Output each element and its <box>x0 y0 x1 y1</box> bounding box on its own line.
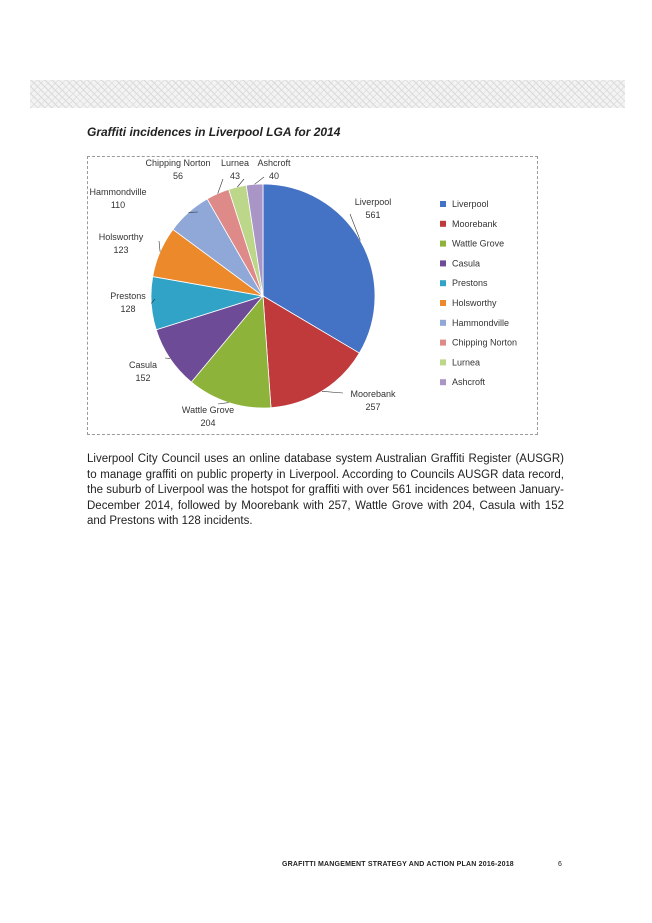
data-label-value-casula: 152 <box>135 373 151 383</box>
leader-line-wattle-grove <box>218 403 229 404</box>
data-label-name-lurnea: Lurnea <box>220 158 250 168</box>
legend-label-holsworthy: Holsworthy <box>452 298 497 308</box>
pie-chart <box>88 157 537 434</box>
data-label-value-holsworthy: 123 <box>113 245 129 255</box>
data-label-value-ashcroft: 40 <box>268 171 280 181</box>
legend-label-chipping-norton: Chipping Norton <box>452 337 518 348</box>
data-label-name-prestons: Prestons <box>110 291 146 301</box>
legend-label-prestons: Prestons <box>452 278 488 289</box>
legend-swatch-chipping-norton <box>440 340 446 346</box>
legend-label-moorebank: Moorebank <box>452 218 498 229</box>
leader-line-ashcroft <box>255 177 264 184</box>
data-label-name-liverpool: Liverpool <box>354 197 392 207</box>
legend-swatch-ashcroft <box>440 379 446 385</box>
data-label-value-prestons: 128 <box>120 304 136 314</box>
page-number: 6 <box>558 861 562 868</box>
decorative-header-band <box>30 80 625 108</box>
legend-label-casula: Casula <box>452 258 481 269</box>
data-label-name-casula: Casula <box>128 360 158 370</box>
legend-swatch-casula <box>440 260 446 266</box>
data-label-name-ashcroft: Ashcroft <box>257 158 291 168</box>
legend-label-wattle-grove: Wattle Grove <box>452 238 505 249</box>
footer-title: GRAFITTI MANGEMENT STRATEGY AND ACTION PLAN 2016-2018 <box>282 861 514 868</box>
legend-swatch-liverpool <box>440 201 446 207</box>
data-label-name-moorebank: Moorebank <box>350 389 396 399</box>
legend-label-liverpool: Liverpool <box>452 199 489 209</box>
data-label-value-lurnea: 43 <box>229 171 241 181</box>
data-label-value-moorebank: 257 <box>365 402 381 412</box>
body-paragraph: Liverpool City Council uses an online database system Australian Graffiti Register (AUSGR) to manage graffiti on public property in Liverpool. According to Councils AUSGR data record, the suburb of Liverpool was the hotspot for graffiti with over 561 incidences between January-December 2014, followed by Moorebank with 257, Wattle Grove with 204, Casula with 152 and Prestons with 128 incidents. <box>87 453 564 528</box>
legend-swatch-prestons <box>440 280 446 286</box>
chart-heading: Graffiti incidences in Liverpool LGA for 2014 <box>87 125 341 139</box>
leader-line-holsworthy <box>159 241 160 252</box>
data-label-name-hammondville: Hammondville <box>89 187 147 197</box>
legend-swatch-wattle-grove <box>440 241 446 247</box>
leader-line-moorebank <box>322 391 343 393</box>
data-label-value-wattle-grove: 204 <box>200 418 216 428</box>
data-label-name-wattle-grove: Wattle Grove <box>181 405 235 415</box>
data-label-value-liverpool: 561 <box>365 210 381 220</box>
data-label-value-chipping-norton: 56 <box>172 171 184 181</box>
legend-label-lurnea: Lurnea <box>452 357 481 368</box>
legend-swatch-holsworthy <box>440 300 446 306</box>
legend-label-hammondville: Hammondville <box>452 317 510 328</box>
data-label-name-chipping-norton: Chipping Norton <box>145 158 211 168</box>
data-label-value-hammondville: 110 <box>110 200 126 210</box>
legend-swatch-moorebank <box>440 221 446 227</box>
data-label-name-holsworthy: Holsworthy <box>98 232 144 242</box>
pie-chart-container <box>87 156 538 435</box>
legend-swatch-lurnea <box>440 359 446 365</box>
legend-label-ashcroft: Ashcroft <box>452 377 486 388</box>
legend-swatch-hammondville <box>440 320 446 326</box>
